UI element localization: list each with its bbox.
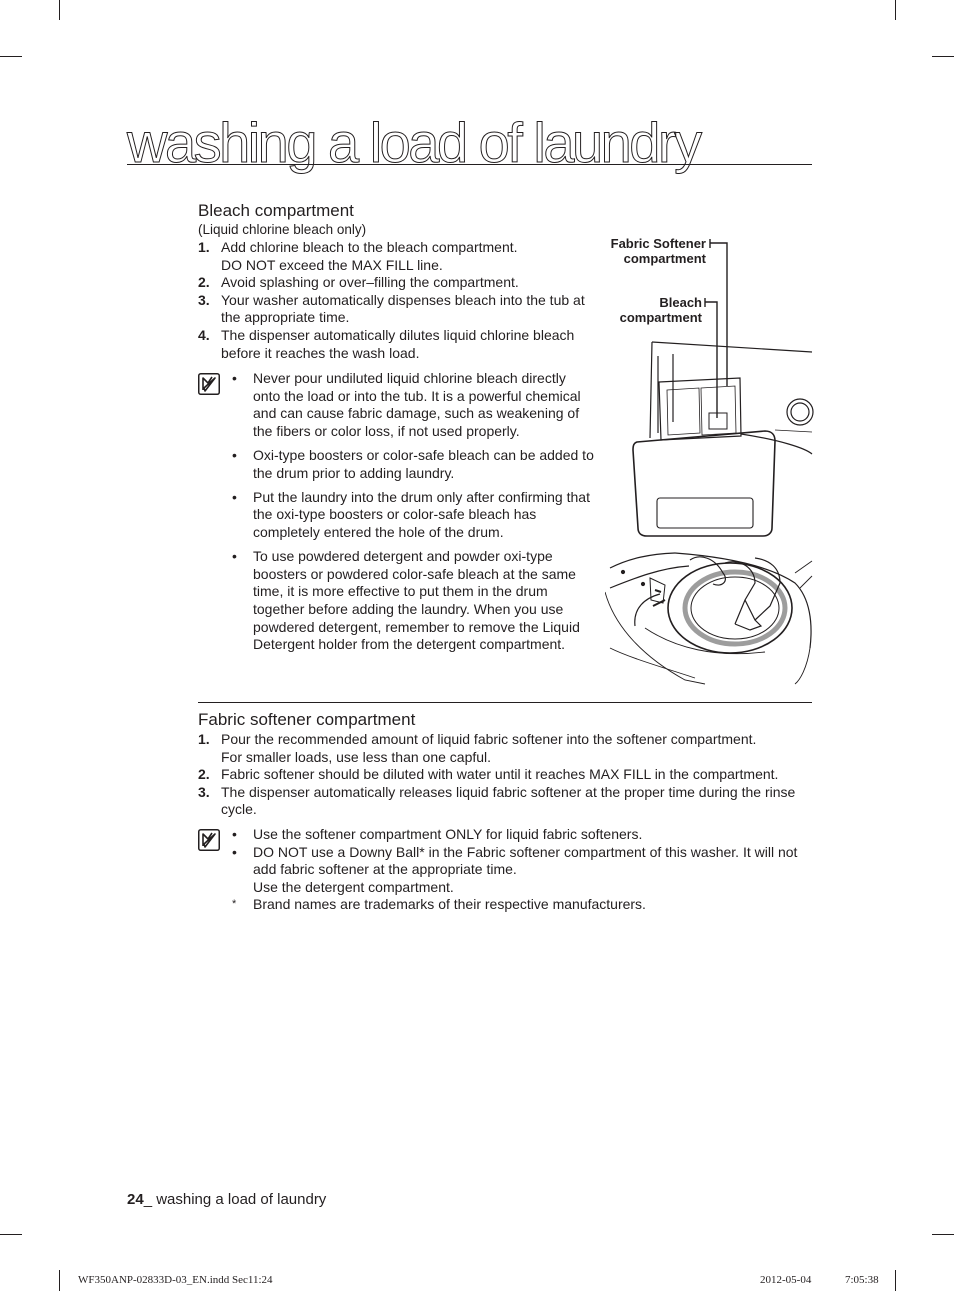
bleach-steps [198, 239, 602, 362]
crop-mark [59, 0, 60, 20]
softener-notes [230, 826, 814, 914]
bleach-subheading: (Liquid chlorine bleach only) [198, 222, 367, 237]
footnote [230, 896, 814, 914]
section-divider [198, 702, 812, 703]
step-text: Avoid splashing or over–filling the compartment. [221, 274, 519, 291]
bullet: • [232, 370, 237, 386]
step-number: 2. [198, 274, 210, 291]
step-text: For smaller loads, use less than one capful. [221, 748, 492, 765]
softener-steps [198, 731, 812, 819]
list-item [230, 489, 594, 542]
note-text: To use powdered detergent and powder oxi-type boosters or powdered color-safe bleach at the same time, it is more effective to put them in the drum together before adding the laundry. When you use powdered detergent, remember to remove the Liquid Detergent holder from the detergent compartment. [253, 548, 580, 653]
slug-file: WF350ANP-02833D-03_EN.indd Sec11:24 [78, 1274, 273, 1286]
list-item [230, 548, 594, 654]
list-item [198, 731, 812, 766]
note-text: Use the softener compartment ONLY for liquid fabric softeners. [253, 826, 643, 842]
crop-mark [0, 56, 22, 57]
step-number: 4. [198, 326, 210, 343]
list-item [198, 327, 602, 362]
note-text: Oxi-type boosters or color-safe bleach can be added to the drum prior to adding laundry. [253, 446, 594, 481]
softener-heading: Fabric softener compartment [198, 710, 416, 729]
note-text: Use the detergent compartment. [253, 878, 454, 895]
list-item [198, 239, 602, 274]
step-number: 3. [198, 783, 210, 800]
slug-date: 2012-05-04 [760, 1274, 812, 1286]
note-icon [198, 373, 220, 395]
step-text: Fabric softener should be diluted with water until it reaches MAX FILL in the compartment. [221, 766, 779, 783]
crop-mark [932, 1234, 954, 1235]
callout-text: compartment [623, 251, 706, 266]
bleach-notes [230, 370, 594, 660]
chapter-title: washing a load of laundry [127, 111, 700, 174]
step-text: Your washer automatically dispenses bleach into the tub at the appropriate time. [221, 291, 585, 326]
bullet: • [232, 826, 237, 842]
slug-time: 7:05:38 [845, 1274, 879, 1286]
bullet: • [232, 446, 237, 463]
list-item [198, 766, 812, 784]
note-text: Never pour undiluted liquid chlorine bleach directly onto the load or into the tub. It is a powerful chemical and can cause fabric damage, such as weakening of the fibers or color loss, if not used properly. [253, 370, 581, 439]
note-icon [198, 829, 220, 851]
step-text: The dispenser automatically releases liquid fabric softener at the proper time during the rinse cycle. [221, 783, 796, 818]
step-number: 1. [198, 239, 210, 255]
callout-text: Bleach [659, 295, 702, 310]
callout-text: Fabric Softener [610, 236, 706, 251]
page-footer [127, 1191, 326, 1208]
crop-mark [895, 0, 896, 20]
bullet: • [232, 488, 237, 505]
dispenser-illustration [605, 228, 815, 688]
list-item [198, 784, 812, 819]
crop-mark [59, 1270, 60, 1291]
footer-title: _ washing a load of laundry [143, 1191, 327, 1208]
footnote-text: Brand names are trademarks of their respective manufacturers. [253, 896, 646, 913]
list-item [198, 292, 602, 327]
list-item [230, 370, 594, 440]
step-number: 2. [198, 766, 210, 783]
step-text: DO NOT exceed the MAX FILL line. [221, 256, 443, 273]
title-rule [127, 164, 812, 165]
step-text: The dispenser automatically dilutes liquid chlorine bleach before it reaches the wash load. [221, 326, 575, 361]
note-text: Put the laundry into the drum only after confirming that the oxi-type boosters or color-safe bleach has completely entered the hole of the drum. [253, 488, 590, 540]
page-number: 24 [127, 1191, 144, 1208]
step-number: 1. [198, 731, 210, 747]
bleach-heading: Bleach compartment [198, 201, 354, 220]
step-text: Add chlorine bleach to the bleach compartment. [221, 239, 518, 255]
footnote-mark: * [232, 898, 237, 911]
list-item [198, 274, 602, 292]
bullet: • [232, 548, 237, 565]
crop-mark [932, 56, 954, 57]
callout-text: compartment [619, 310, 702, 325]
list-item [230, 844, 814, 897]
note-text: DO NOT use a Downy Ball* in the Fabric softener compartment of this washer. It will not add fabric softener at the appropriate time. [253, 843, 798, 878]
list-item [230, 447, 594, 482]
bullet: • [232, 843, 237, 860]
list-item [230, 826, 814, 844]
crop-mark [895, 1270, 896, 1291]
crop-mark [0, 1234, 22, 1235]
step-number: 3. [198, 291, 210, 308]
step-text: Pour the recommended amount of liquid fabric softener into the softener compartment. [221, 731, 757, 747]
